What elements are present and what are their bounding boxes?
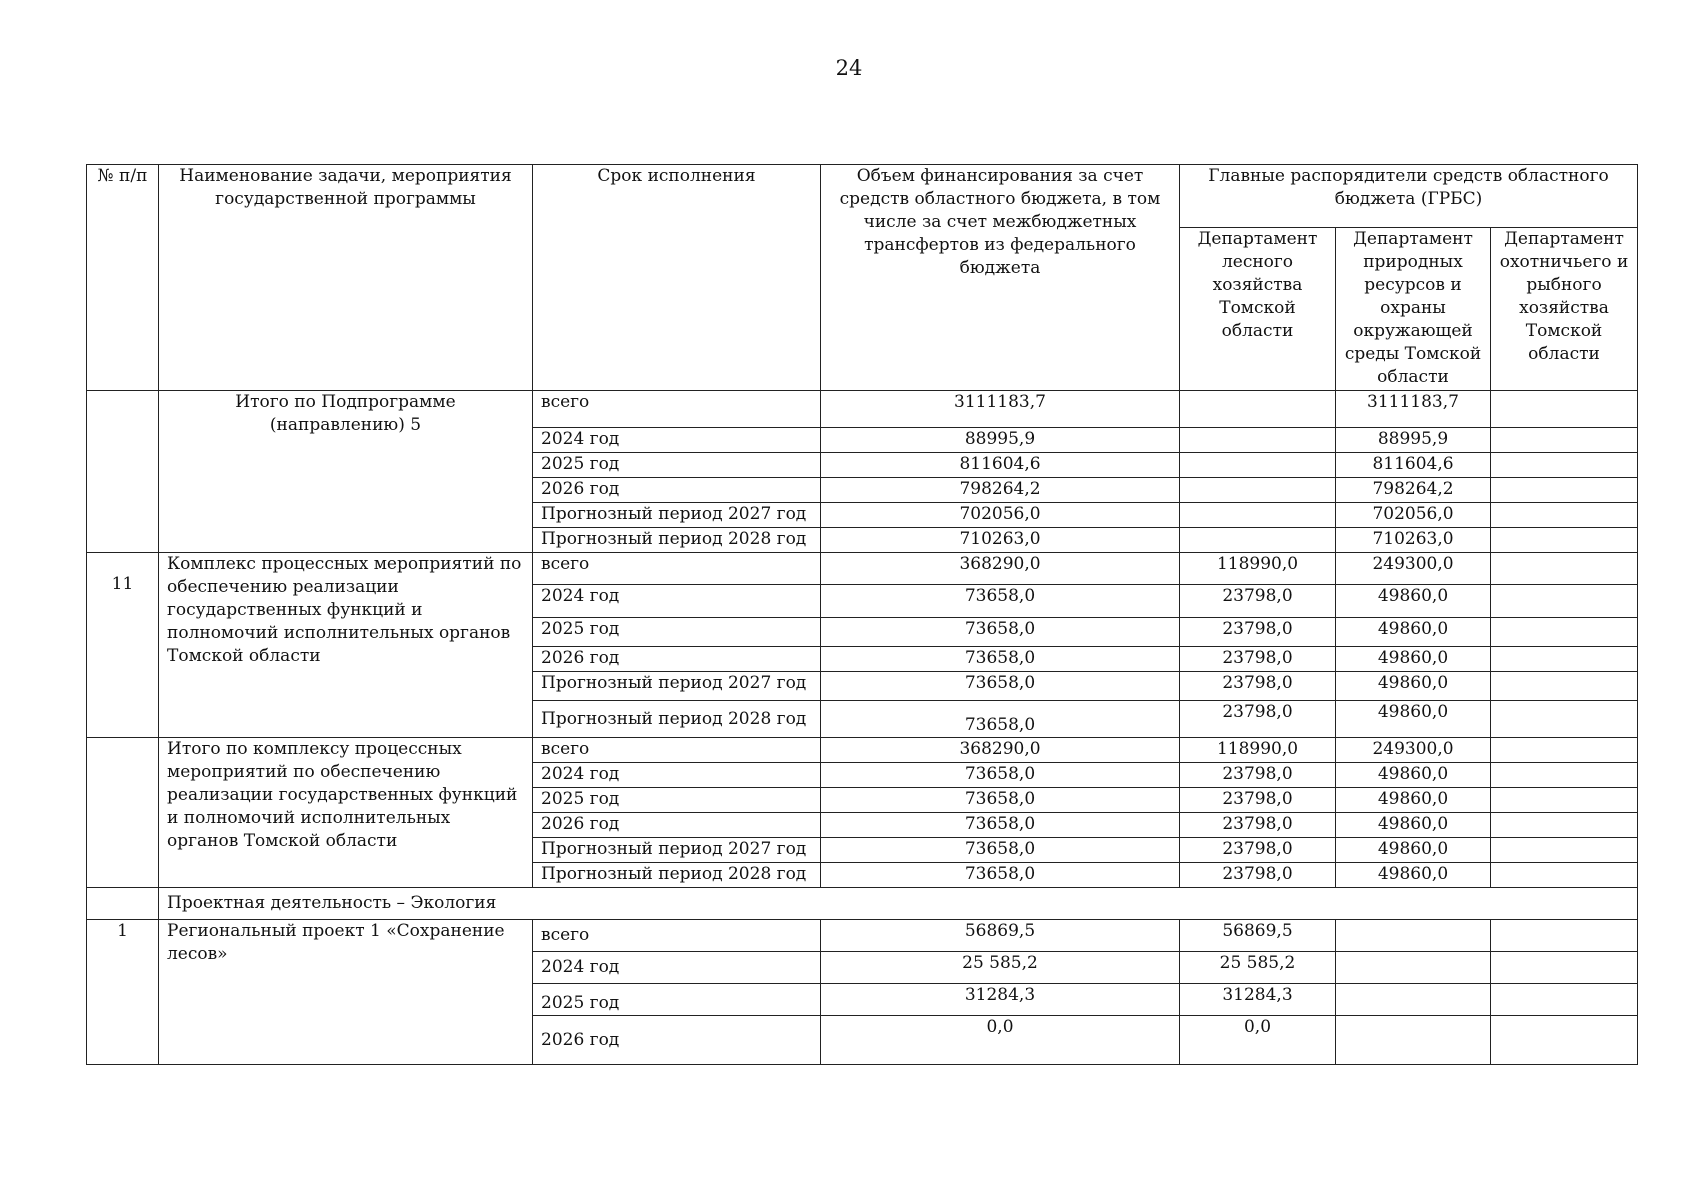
dept1-cell <box>1180 428 1336 453</box>
dept1-cell: 23798,0 <box>1180 838 1336 863</box>
term-cell: 2024 год <box>533 763 821 788</box>
dept3-cell <box>1491 738 1638 763</box>
term-cell: 2026 год <box>533 1016 821 1065</box>
header-num: № п/п <box>87 165 159 391</box>
dept2-cell: 49860,0 <box>1336 788 1491 813</box>
dept1-cell: 0,0 <box>1180 1016 1336 1065</box>
header-dept-natural-resources: Департамент природных ресурсов и охраны окружающей среды Томской области <box>1336 228 1491 391</box>
dept1-cell: 56869,5 <box>1180 920 1336 952</box>
dept1-cell: 25 585,2 <box>1180 952 1336 984</box>
dept3-cell <box>1491 478 1638 503</box>
row-number <box>87 738 159 888</box>
term-cell: 2025 год <box>533 618 821 647</box>
volume-cell: 368290,0 <box>821 738 1180 763</box>
volume-cell: 3111183,7 <box>821 391 1180 428</box>
dept3-cell <box>1491 618 1638 647</box>
term-cell: Прогнозный период 2028 год <box>533 863 821 888</box>
dept2-cell: 49860,0 <box>1336 838 1491 863</box>
term-cell: 2025 год <box>533 453 821 478</box>
dept2-cell: 49860,0 <box>1336 863 1491 888</box>
volume-cell: 73658,0 <box>821 701 1180 738</box>
term-cell: 2025 год <box>533 788 821 813</box>
dept3-cell <box>1491 788 1638 813</box>
dept3-cell <box>1491 763 1638 788</box>
dept2-cell: 49860,0 <box>1336 813 1491 838</box>
dept3-cell <box>1491 453 1638 478</box>
dept1-cell <box>1180 453 1336 478</box>
dept1-cell: 23798,0 <box>1180 763 1336 788</box>
term-cell: 2025 год <box>533 984 821 1016</box>
dept3-cell <box>1491 428 1638 453</box>
term-cell: 2024 год <box>533 585 821 618</box>
header-name: Наименование задачи, мероприятия государственной программы <box>159 165 533 391</box>
dept2-cell: 49860,0 <box>1336 585 1491 618</box>
dept1-cell: 23798,0 <box>1180 788 1336 813</box>
dept2-cell <box>1336 1016 1491 1065</box>
term-cell: Прогнозный период 2027 год <box>533 672 821 701</box>
dept2-cell <box>1336 984 1491 1016</box>
table-row <box>87 553 1638 585</box>
dept3-cell <box>1491 952 1638 984</box>
volume-cell: 25 585,2 <box>821 952 1180 984</box>
dept1-cell: 118990,0 <box>1180 738 1336 763</box>
dept3-cell <box>1491 528 1638 553</box>
dept3-cell <box>1491 984 1638 1016</box>
header-row <box>87 165 1638 228</box>
table-row <box>87 738 1638 763</box>
header-dept-hunting-fishing: Департамент охотничьего и рыбного хозяйства Томской области <box>1491 228 1638 391</box>
volume-cell: 811604,6 <box>821 453 1180 478</box>
dept3-cell <box>1491 391 1638 428</box>
volume-cell: 710263,0 <box>821 528 1180 553</box>
dept1-cell <box>1180 528 1336 553</box>
volume-cell: 73658,0 <box>821 647 1180 672</box>
dept2-cell: 710263,0 <box>1336 528 1491 553</box>
dept3-cell <box>1491 838 1638 863</box>
dept2-cell: 702056,0 <box>1336 503 1491 528</box>
dept2-cell: 3111183,7 <box>1336 391 1491 428</box>
dept2-cell: 49860,0 <box>1336 763 1491 788</box>
term-cell: 2024 год <box>533 428 821 453</box>
dept2-cell: 49860,0 <box>1336 618 1491 647</box>
dept1-cell <box>1180 391 1336 428</box>
section-title: Проектная деятельность – Экология <box>159 888 1638 920</box>
dept3-cell <box>1491 701 1638 738</box>
volume-cell: 798264,2 <box>821 478 1180 503</box>
dept2-cell: 811604,6 <box>1336 453 1491 478</box>
term-cell: всего <box>533 391 821 428</box>
row-title: Региональный проект 1 «Сохранение лесов» <box>159 920 533 1065</box>
dept2-cell <box>1336 920 1491 952</box>
volume-cell: 73658,0 <box>821 788 1180 813</box>
dept3-cell <box>1491 920 1638 952</box>
dept2-cell: 798264,2 <box>1336 478 1491 503</box>
header-grbs: Главные распорядители средств областного бюджета (ГРБС) <box>1180 165 1638 228</box>
term-cell: 2026 год <box>533 647 821 672</box>
term-cell: 2026 год <box>533 478 821 503</box>
volume-cell: 73658,0 <box>821 863 1180 888</box>
dept3-cell <box>1491 1016 1638 1065</box>
dept1-cell: 23798,0 <box>1180 647 1336 672</box>
dept1-cell: 23798,0 <box>1180 618 1336 647</box>
volume-cell: 73658,0 <box>821 585 1180 618</box>
volume-cell: 56869,5 <box>821 920 1180 952</box>
dept2-cell: 49860,0 <box>1336 701 1491 738</box>
dept1-cell: 31284,3 <box>1180 984 1336 1016</box>
dept2-cell: 249300,0 <box>1336 738 1491 763</box>
table-row <box>87 391 1638 428</box>
dept1-cell: 118990,0 <box>1180 553 1336 585</box>
dept3-cell <box>1491 672 1638 701</box>
volume-cell: 31284,3 <box>821 984 1180 1016</box>
volume-cell: 73658,0 <box>821 618 1180 647</box>
section-row <box>87 888 1638 920</box>
term-cell: 2026 год <box>533 813 821 838</box>
volume-cell: 73658,0 <box>821 672 1180 701</box>
dept2-cell: 88995,9 <box>1336 428 1491 453</box>
dept1-cell: 23798,0 <box>1180 672 1336 701</box>
dept1-cell <box>1180 503 1336 528</box>
dept2-cell <box>1336 952 1491 984</box>
term-cell: всего <box>533 553 821 585</box>
financing-table <box>86 164 1638 1065</box>
term-cell: Прогнозный период 2027 год <box>533 503 821 528</box>
dept1-cell: 23798,0 <box>1180 813 1336 838</box>
volume-cell: 73658,0 <box>821 813 1180 838</box>
term-cell: Прогнозный период 2027 год <box>533 838 821 863</box>
section-num-cell <box>87 888 159 920</box>
row-number: 1 <box>87 920 159 1065</box>
row-title: Итого по комплексу процессных мероприятий по обеспечению реализации государственных функций и полномочий исполнительных органов Томской области <box>159 738 533 888</box>
dept1-cell: 23798,0 <box>1180 863 1336 888</box>
term-cell: всего <box>533 738 821 763</box>
header-term: Срок исполнения <box>533 165 821 391</box>
dept2-cell: 49860,0 <box>1336 672 1491 701</box>
volume-cell: 368290,0 <box>821 553 1180 585</box>
header-dept-forestry: Департамент лесного хозяйства Томской области <box>1180 228 1336 391</box>
row-number <box>87 391 159 553</box>
volume-cell: 702056,0 <box>821 503 1180 528</box>
dept3-cell <box>1491 863 1638 888</box>
dept1-cell: 23798,0 <box>1180 701 1336 738</box>
volume-cell: 73658,0 <box>821 763 1180 788</box>
dept3-cell <box>1491 553 1638 585</box>
dept3-cell <box>1491 813 1638 838</box>
term-cell: 2024 год <box>533 952 821 984</box>
dept3-cell <box>1491 647 1638 672</box>
term-cell: всего <box>533 920 821 952</box>
dept1-cell <box>1180 478 1336 503</box>
dept2-cell: 249300,0 <box>1336 553 1491 585</box>
header-volume: Объем финансирования за счет средств областного бюджета, в том числе за счет межбюджетных трансфертов из федерального бюджета <box>821 165 1180 391</box>
page-number: 24 <box>835 56 863 80</box>
row-number: 11 <box>87 553 159 738</box>
dept3-cell <box>1491 585 1638 618</box>
term-cell: Прогнозный период 2028 год <box>533 528 821 553</box>
volume-cell: 88995,9 <box>821 428 1180 453</box>
row-title: Комплекс процессных мероприятий по обеспечению реализации государственных функций и полномочий исполнительных органов Томской области <box>159 553 533 738</box>
dept3-cell <box>1491 503 1638 528</box>
term-cell: Прогнозный период 2028 год <box>533 701 821 738</box>
volume-cell: 73658,0 <box>821 838 1180 863</box>
volume-cell: 0,0 <box>821 1016 1180 1065</box>
table-row <box>87 920 1638 952</box>
dept2-cell: 49860,0 <box>1336 647 1491 672</box>
row-title: Итого по Подпрограмме (направлению) 5 <box>159 391 533 553</box>
dept1-cell: 23798,0 <box>1180 585 1336 618</box>
